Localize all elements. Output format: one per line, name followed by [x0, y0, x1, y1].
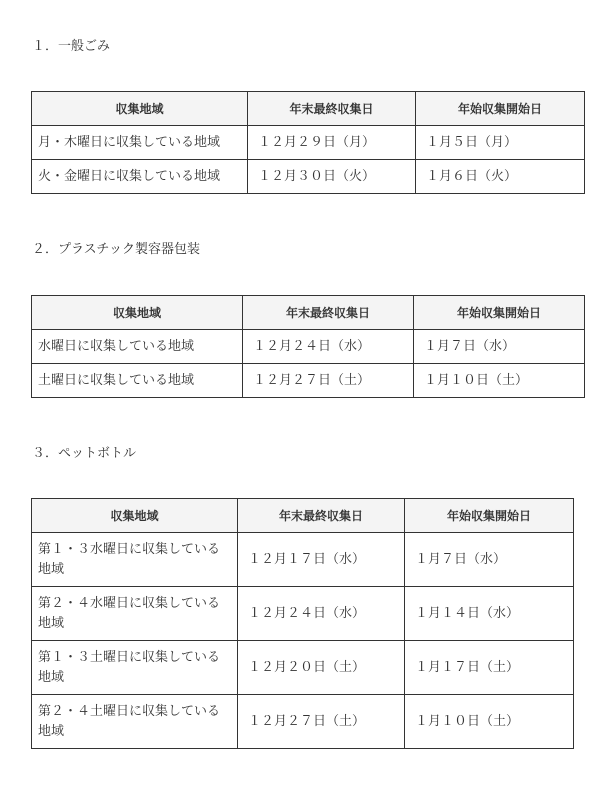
table-header-row	[32, 499, 574, 533]
column-header-last-collection: 年末最終収集日	[248, 92, 416, 126]
cell-first-collection: １月５日（月）	[416, 126, 585, 160]
column-header-first-collection: 年始収集開始日	[405, 499, 574, 533]
cell-area: 水曜日に収集している地域	[32, 330, 243, 364]
table-row	[32, 587, 574, 641]
cell-area: 第２・４土曜日に収集している地域	[32, 695, 238, 749]
section-title-pet-bottles: ３．ペットボトル	[32, 446, 137, 461]
cell-first-collection: １月７日（水）	[414, 330, 585, 364]
column-header-last-collection: 年末最終収集日	[243, 296, 414, 330]
schedule-table-pet-bottles	[31, 498, 574, 749]
schedule-table-plastic-packaging	[31, 295, 585, 398]
section-title-general-waste: １．一般ごみ	[32, 39, 111, 54]
schedule-table-general-waste	[31, 91, 585, 194]
table-row	[32, 364, 585, 398]
column-header-area: 収集地域	[32, 499, 238, 533]
cell-last-collection: １２月３０日（火）	[248, 160, 416, 194]
column-header-area: 収集地域	[32, 296, 243, 330]
cell-last-collection: １２月２４日（水）	[243, 330, 414, 364]
cell-area: 第１・３水曜日に収集している地域	[32, 533, 238, 587]
column-header-first-collection: 年始収集開始日	[416, 92, 585, 126]
table-row	[32, 330, 585, 364]
cell-last-collection: １２月２７日（土）	[238, 695, 405, 749]
section-title-plastic-packaging: ２．プラスチック製容器包装	[32, 242, 200, 257]
cell-first-collection: １月１４日（水）	[405, 587, 574, 641]
table-row	[32, 160, 585, 194]
table-header-row	[32, 92, 585, 126]
table-row	[32, 533, 574, 587]
cell-first-collection: １月１７日（土）	[405, 641, 574, 695]
cell-first-collection: １月６日（火）	[416, 160, 585, 194]
table-header-row	[32, 296, 585, 330]
table-row	[32, 695, 574, 749]
cell-area: 第２・４水曜日に収集している地域	[32, 587, 238, 641]
cell-last-collection: １２月１７日（水）	[238, 533, 405, 587]
cell-area: 月・木曜日に収集している地域	[32, 126, 248, 160]
cell-first-collection: １月１０日（土）	[405, 695, 574, 749]
column-header-last-collection: 年末最終収集日	[238, 499, 405, 533]
column-header-area: 収集地域	[32, 92, 248, 126]
cell-last-collection: １２月２０日（土）	[238, 641, 405, 695]
table-row	[32, 641, 574, 695]
column-header-first-collection: 年始収集開始日	[414, 296, 585, 330]
cell-last-collection: １２月２９日（月）	[248, 126, 416, 160]
cell-last-collection: １２月２７日（土）	[243, 364, 414, 398]
cell-first-collection: １月７日（水）	[405, 533, 574, 587]
cell-area: 火・金曜日に収集している地域	[32, 160, 248, 194]
cell-area: 土曜日に収集している地域	[32, 364, 243, 398]
cell-first-collection: １月１０日（土）	[414, 364, 585, 398]
table-row	[32, 126, 585, 160]
cell-area: 第１・３土曜日に収集している地域	[32, 641, 238, 695]
cell-last-collection: １２月２４日（水）	[238, 587, 405, 641]
